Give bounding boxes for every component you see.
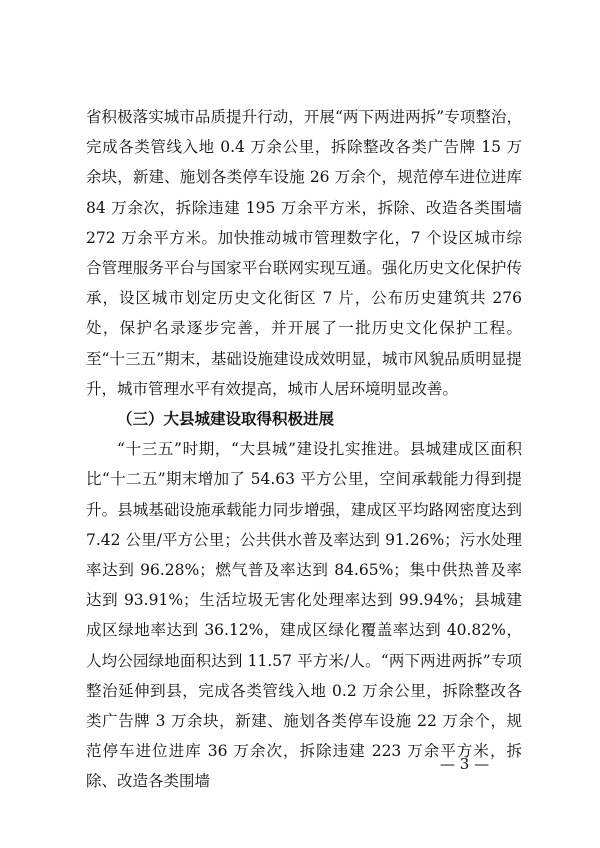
text-block <box>86 102 522 797</box>
page-number: — 3 — <box>440 755 490 773</box>
paragraph-county-construction: “十三五”时期，“大县城”建设扎实推进。县城建成区面积比“十二五”期末增加了 54.63 平方公里，空间承载能力得到提升。县城基础设施承载能力同步增强，建成区平均路网密度达到 7.42 公里/平方公里；公共供水普及率达到 91.26%；污水处理率达到 96.28%；燃气普及率达到 84.65%；集中供热普及率达到 93.91%；生活垃圾无害化处理率达到 99.94%；县城建成区绿地率达到 36.12%，建成区绿化覆盖率达到 40.82%，人均公园绿地面积达到 11.57 平方米/人。“两下两进两拆”专项整治延伸到县，完成各类管线入地 0.2 万余公里，拆除整改各类广告牌 3 万余块，新建、施划各类停车设施 22 万余个，规范停车进位进库 36 万余次，拆除违建 223 万余平方米，拆除、改造各类围墙 <box>86 440 522 791</box>
paragraph-urban-quality: 省积极落实城市品质提升行动，开展“两下两进两拆”专项整治，完成各类管线入地 0.4 万余公里，拆除整改各类广告牌 15 万余块，新建、施划各类停车设施 26 万余个，规范停车进位进库 84 万余次，拆除违建 195 万余平方米，拆除、改造各类围墙 272 万余平方米。加快推动城市管理数字化，7 个设区城市综合管理服务平台与国家平台联网实现互通。强化历史文化保护传承，设区城市划定历史文化街区 7 片，公布历史建筑共 276 处，保护名录逐步完善，并开展了一批历史文化保护工程。至“十三五”期末，基础设施建设成效明显，城市风貌品质明显提升，城市管理水平有效提高，城市人居环境明显改善。 <box>86 108 522 398</box>
section-heading-county-construction: （三）大县城建设取得积极进展 <box>117 409 335 429</box>
